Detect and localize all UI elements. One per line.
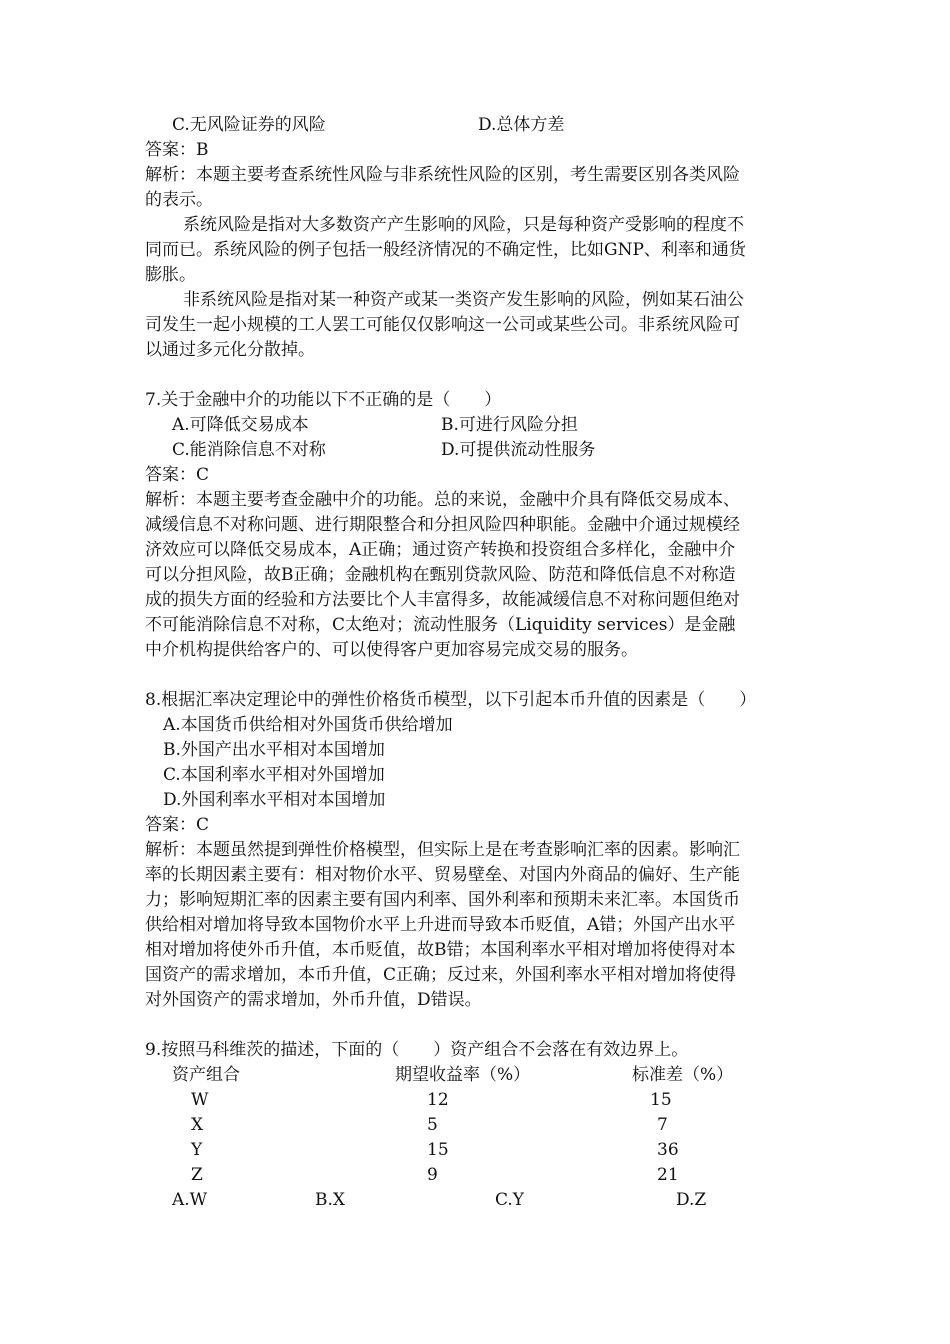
q8-question: 8.根据汇率决定理论中的弹性价格货币模型，以下引起本币升值的因素是（ ） [145, 690, 757, 710]
q9-option-d: D.Z [676, 1190, 707, 1210]
q9-question: 9.按照马科维茨的描述，下面的（ ）资产组合不会落在有效边界上。 [145, 1040, 689, 1060]
document-page [145, 113, 815, 1213]
q9-cell-return: 5 [427, 1115, 438, 1135]
q8-analysis-line: 国资产的需求增加，本币升值，C正确；反过来，外国利率水平相对增加将使得 [145, 965, 737, 985]
q6-para1-line: 膨胀。 [145, 265, 196, 285]
q6-option-d: D.总体方差 [478, 115, 565, 135]
q9-cell-portfolio: W [191, 1090, 209, 1110]
q9-cell-stddev: 7 [657, 1115, 668, 1135]
q7-option-c: C.能消除信息不对称 [172, 440, 326, 460]
q9-cell-portfolio: Y [191, 1140, 203, 1160]
q8-analysis-line: 力；影响短期汇率的因素主要有国内利率、国外利率和预期未来汇率。本国货币 [145, 890, 740, 910]
q6-answer: 答案：B [145, 140, 209, 160]
table-row [145, 1088, 815, 1113]
q8-analysis-line: 率的长期因素主要有：相对物价水平、贸易壁垒、对国内外商品的偏好、生产能 [145, 865, 740, 885]
q7-option-d: D.可提供流动性服务 [441, 440, 596, 460]
q7-options-row-2 [145, 438, 815, 463]
q7-analysis-line: 中介机构提供给客户的、可以使得客户更加容易完成交易的服务。 [145, 640, 638, 660]
q7-option-a: A.可降低交易成本 [172, 415, 309, 435]
q6-para2-line: 以通过多元化分散掉。 [145, 340, 315, 360]
table-row [145, 1163, 815, 1188]
q9-table-header [145, 1063, 815, 1088]
q7-analysis-line: 成的损失方面的经验和方法要比个人丰富得多，故能减缓信息不对称问题但绝对 [145, 590, 740, 610]
q7-analysis-line: 减缓信息不对称问题、进行期限整合和分担风险四种职能。金融中介通过规模经 [145, 515, 740, 535]
q9-option-a: A.W [172, 1190, 208, 1210]
q8-analysis-line: 解析：本题虽然提到弹性价格模型，但实际上是在考查影响汇率的因素。影响汇 [145, 840, 740, 860]
q7-analysis-line: 可以分担风险，故B正确；金融机构在甄别贷款风险、防范和降低信息不对称造 [145, 565, 736, 585]
table-row [145, 1138, 815, 1163]
q9-header-return: 期望收益率（%） [395, 1065, 531, 1085]
q8-option-d: D.外国利率水平相对本国增加 [163, 790, 386, 810]
q9-option-c: C.Y [495, 1190, 525, 1210]
q6-para2-line: 司发生一起小规模的工人罢工可能仅仅影响这一公司或某些公司。非系统风险可 [145, 315, 740, 335]
q8-analysis-line: 相对增加将使外币升值，本币贬值，故B错；本国利率水平相对增加将使得对本 [145, 940, 736, 960]
q6-analysis-line: 解析：本题主要考查系统性风险与非系统性风险的区别，考生需要区别各类风险 [145, 165, 740, 185]
q7-analysis-line: 解析：本题主要考查金融中介的功能。总的来说，金融中介具有降低交易成本、 [145, 490, 740, 510]
q7-analysis-line: 不可能消除信息不对称，C太绝对；流动性服务（Liquidity services）是金融 [145, 615, 736, 635]
q9-header-portfolio: 资产组合 [172, 1065, 240, 1085]
q8-option-a: A.本国货币供给相对外国货币供给增加 [163, 715, 453, 735]
q9-cell-stddev: 36 [657, 1140, 679, 1160]
q9-options-row [145, 1188, 815, 1213]
q8-answer: 答案：C [145, 815, 210, 835]
q8-option-b: B.外国产出水平相对本国增加 [163, 740, 385, 760]
q9-header-stddev: 标准差（%） [632, 1065, 734, 1085]
q7-analysis-line: 济效应可以降低交易成本，A正确；通过资产转换和投资组合多样化，金融中介 [145, 540, 736, 560]
q9-cell-portfolio: Z [191, 1165, 203, 1185]
q7-options-row-1 [145, 413, 815, 438]
q7-option-b: B.可进行风险分担 [441, 415, 578, 435]
q6-para2-line: 非系统风险是指对某一种资产或某一类资产发生影响的风险，例如某石油公 [183, 290, 744, 310]
q9-cell-return: 9 [427, 1165, 438, 1185]
q8-analysis-line: 供给相对增加将导致本国物价水平上升进而导致本币贬值，A错；外国产出水平 [145, 915, 736, 935]
q6-options-row [145, 113, 815, 138]
q6-para1-line: 系统风险是指对大多数资产产生影响的风险，只是每种资产受影响的程度不 [183, 215, 744, 235]
q6-analysis-line: 的表示。 [145, 190, 213, 210]
q9-cell-portfolio: X [191, 1115, 204, 1135]
q9-cell-stddev: 15 [650, 1090, 672, 1110]
q7-question: 7.关于金融中介的功能以下不正确的是（ ） [145, 390, 502, 410]
q9-cell-return: 12 [427, 1090, 449, 1110]
q6-option-c: C.无风险证券的风险 [172, 115, 326, 135]
q8-option-c: C.本国利率水平相对外国增加 [163, 765, 385, 785]
q9-option-b: B.X [315, 1190, 345, 1210]
table-row [145, 1113, 815, 1138]
q9-cell-return: 15 [427, 1140, 449, 1160]
q8-analysis-line: 对外国资产的需求增加，外币升值，D错误。 [145, 990, 482, 1010]
q9-cell-stddev: 21 [657, 1165, 679, 1185]
q7-answer: 答案：C [145, 465, 210, 485]
q6-para1-line: 同而已。系统风险的例子包括一般经济情况的不确定性，比如GNP、利率和通货 [145, 240, 746, 260]
